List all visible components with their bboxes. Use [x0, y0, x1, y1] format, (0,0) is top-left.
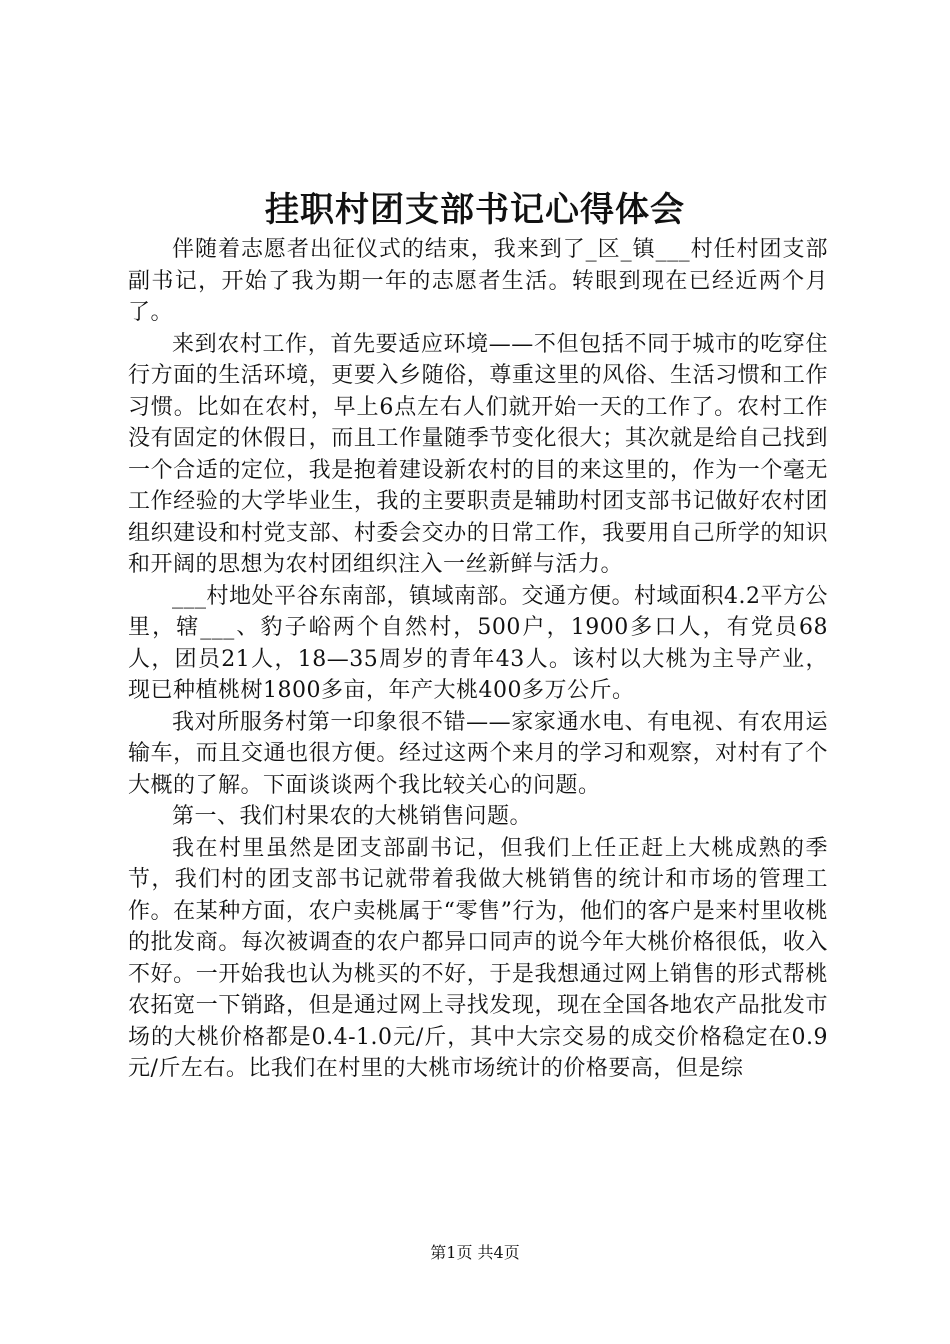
document-body	[128, 234, 828, 1085]
paragraph: 伴随着志愿者出征仪式的结束，我来到了_区_镇___村任村团支部副书记，开始了我为期一年的志愿者生活。转眼到现在已经近两个月了。	[128, 237, 828, 325]
paragraph: 来到农村工作，首先要适应环境——不但包括不同于城市的吃穿住行方面的生活环境，更要入乡随俗，尊重这里的风俗、生活习惯和工作习惯。比如在农村，早上6点左右人们就开始一天的工作了。农村工作没有固定的休假日，而且工作量随季节变化很大；其次就是给自己找到一个合适的定位，我是抱着建设新农村的目的来这里的，作为一个毫无工作经验的大学毕业生，我的主要职责是辅助村团支部书记做好农村团组织建设和村党支部、村委会交办的日常工作，我要用自己所学的知识和开阔的思想为农村团组织注入一丝新鲜与活力。	[128, 331, 828, 577]
paragraph: 我在村里虽然是团支部副书记，但我们上任正赶上大桃成熟的季节，我们村的团支部书记就带着我做大桃销售的统计和市场的管理工作。在某种方面，农户卖桃属于“零售”行为，他们的客户是来村里收桃的批发商。每次被调查的农户都异口同声的说今年大桃价格很低，收入不好。一开始我也认为桃买的不好，于是我想通过网上销售的形式帮桃农拓宽一下销路，但是通过网上寻找发现，现在全国各地农产品批发市场的大桃价格都是0.4-1.0元/斤，其中大宗交易的成交价格稳定在0.9元/斤左右。比我们在村里的大桃市场统计的价格要高，但是综	[128, 835, 828, 1081]
paragraph: ___村地处平谷东南部，镇域南部。交通方便。村域面积4.2平方公里，辖___、豹子峪两个自然村，500户，1900多口人，有党员68人，团员21人，18—35周岁的青年43人。该村以大桃为主导产业，现已种植桃树1800多亩，年产大桃400多万公斤。	[128, 583, 828, 703]
paragraph: 我对所服务村第一印象很不错——家家通水电、有电视、有农用运输车，而且交通也很方便。经过这两个来月的学习和观察，对村有了个大概的了解。下面谈谈两个我比较关心的问题。	[128, 709, 828, 798]
document-title: 挂职村团支部书记心得体会	[265, 190, 685, 230]
section-heading: 第一、我们村果农的大桃销售问题。	[172, 804, 533, 829]
page-footer: 第1页 共4页	[430, 1243, 520, 1262]
